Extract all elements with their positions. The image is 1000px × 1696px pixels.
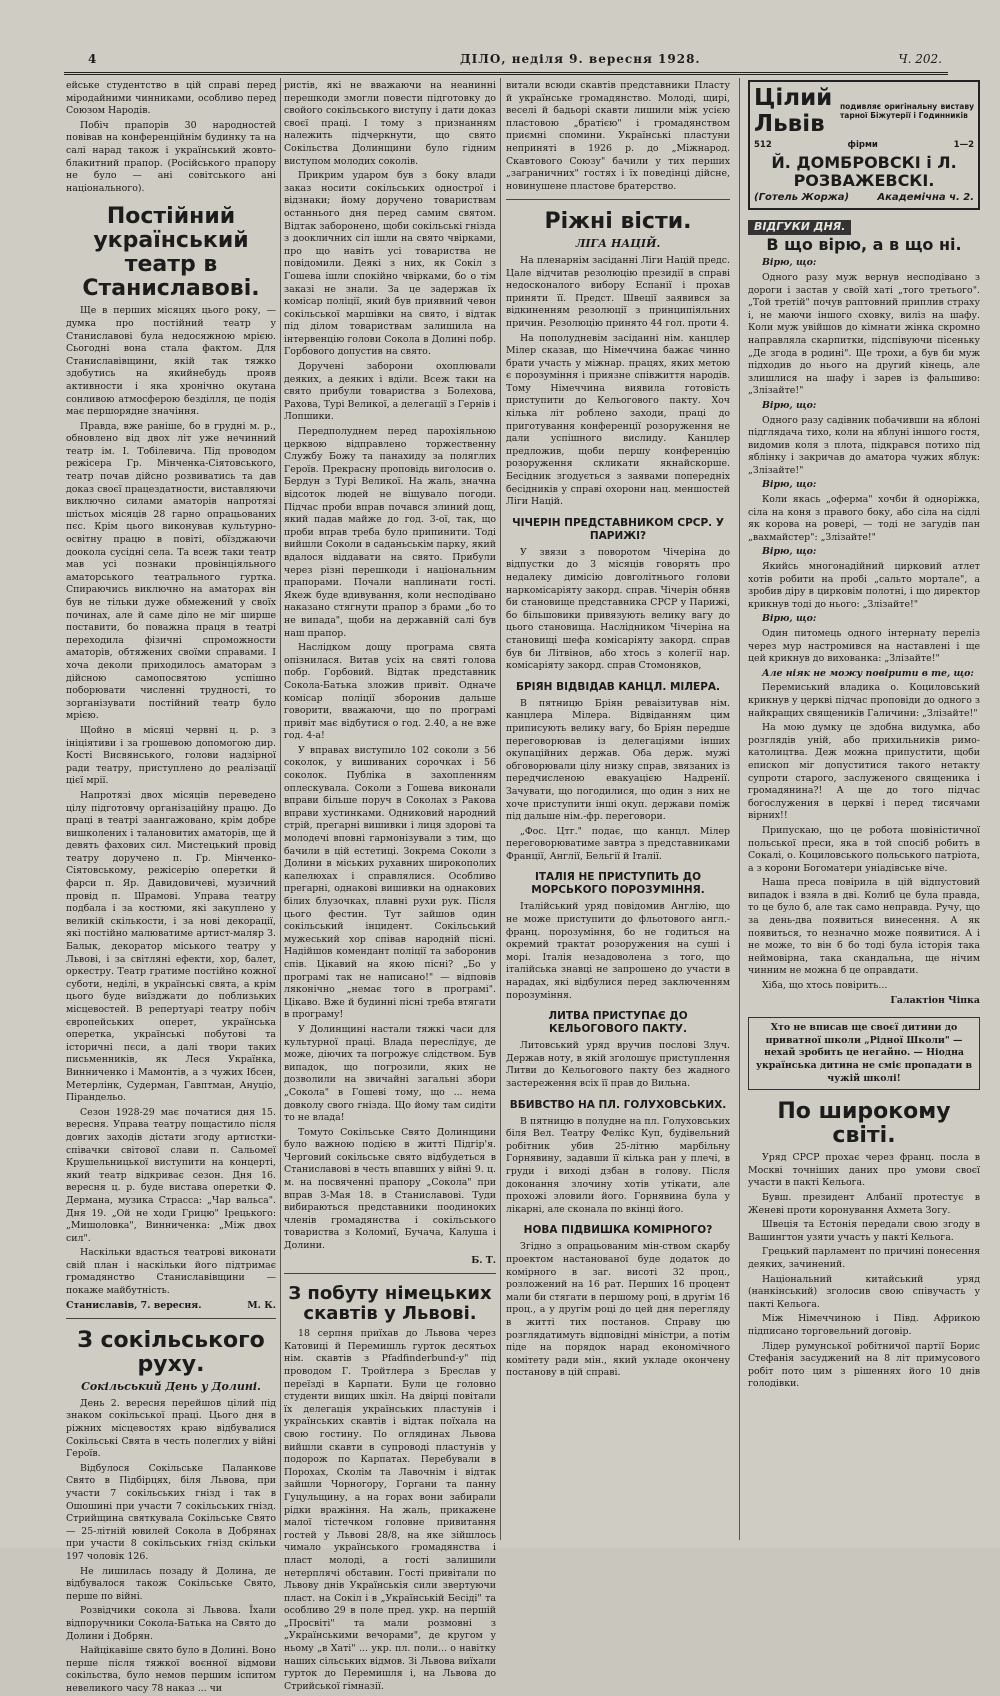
paragraph: Наслідком дощу програма свята опізнилася. Витав усіх на святі голова побр. Горбовий. Відтак представник Сокола-Батька зложив привіт. Одначе комісар поліції зборонив дальше говорити, вважаючи, що по програмі привіт має відбутися о год. 2.40, а не вже год. 4-а! — [284, 642, 496, 742]
paragraph: Побіч прапорів 30 народностей повівав на конференційнім будинку та на салі нарад також і український жовто-блакитний прапор. (Російського прапору не було — ані совітського ані національного). — [66, 119, 276, 194]
ad-header — [754, 85, 974, 137]
paragraph: Лідер румунської робітничої партії Борис Стефанія засуджений на 8 літ примусового робіт пото цим з рішеннях його 10 днів голодівки. — [748, 1340, 980, 1390]
refrain: Але ніяк не можу повірити в те, що: — [762, 667, 974, 679]
news-headline: ІТАЛІЯ НЕ ПРИСТУПИТЬ ДО МОРСЬКОГО ПОРОЗУМІННЯ. — [531, 871, 705, 897]
paragraph: На пленарнім засіданні Ліги Націй предс. Цале відчитав резолюцію президії в справі недосконалого вибору Еспанії і прохав приняти її. Предст. Швеції заявився за відкиненням резолюції з принципіяльних причин. Резолюцію принято 44 гол. проти 4. — [506, 254, 730, 329]
column-divider — [280, 78, 281, 1540]
paragraph: Литовський уряд вручив послові Злуч. Держав ноту, в якій зголошує приступлення Литви до Кельогового пакту без жадного застереження всіх її прав до Вильна. — [506, 1040, 730, 1089]
masthead: ДІЛО, неділя 9. вересня 1928. — [460, 52, 701, 66]
divider — [66, 1318, 276, 1319]
ad-address — [754, 192, 974, 205]
divider — [506, 199, 730, 200]
news-headline: НОВА ПІДВИШКА КОМІРНОГО? — [523, 1224, 713, 1237]
rubric-label: ВІДГУКИ ДНЯ. — [748, 220, 851, 235]
page-number: 4 — [88, 52, 97, 66]
paragraph: Розвідчики сокола зі Львова. Їхали відпоручники Сокола-Батька на Свято до Долини і Добрян. — [66, 1605, 276, 1642]
paragraph: Перемиський владика о. Коциловський крикнув у церкві підчас проповіди до одного з найкращих священиків Галичини: „Злізайте!" — [748, 682, 980, 719]
refrain: Вірю, що: — [762, 257, 817, 269]
section-title: По широкому світі. — [777, 1099, 951, 1149]
dateline — [66, 1300, 276, 1313]
paragraph: Якийсь многонадійний цирковий атлет хотів робити на пробі „сальто мортале", а зробив діру в цирковім полотні, і що директор крикнув тоді до нього: „Злізайте!" — [748, 561, 980, 610]
paragraph: Одного разу садівник побачивши на яблоні підглядача тихо, коли на яблуні іншого гостя, видомив коля з плота, підкрався потихо під яблінку і закричав до аматора чужих яблук: „Злізайте!" — [748, 414, 980, 476]
paragraph: Відбулося Сокільське Паланкове Свято в Підбірцях, біля Львова, при участи 7 сокільських гнізд і так в Ошошині при участи 7 сокільських гнізд. Стрийщина святкувала Сокільське Свято — 25-літній ювилей Сокола в Добрянах при участи 8 сокільських гнізд скільки 197 чоловік 126. — [66, 1462, 276, 1562]
divider — [284, 1273, 496, 1274]
paragraph: На мою думку це здобна видумка, або розглядів уній, або прихильників римо-католицтва. Деж можна припустити, щоби епископ міг допуститися такого нетакту супроти старого, заслуженого священика і громадянина?! А ще до того підчас богослужения в церкві і перед тисячами вірних!! — [748, 722, 980, 822]
refrain: Вірю, що: — [762, 613, 817, 625]
date-place: Станиславів, 7. вересня. — [66, 1299, 202, 1311]
paragraph: Не лишилась позаду й Долина, де відбувалося також Сокільське Свято, перше по війні. — [66, 1565, 276, 1602]
paragraph: Наша преса повірила в цій відпустовий випадок і взяла в дві. Колиб це була правда, то це було б, але так само неправда. Ручу, що за день-два появиться винесення. А як появиться, то незначно може появитися. А і не може, то він б бо тоді була історія така неймовірна, така скандальна, ще нічим чинним не можна б це оправдати. — [748, 877, 980, 977]
author-initials: М. К. — [247, 1299, 276, 1311]
article-title: З побуту німецьких скавтів у Львові. — [288, 1283, 492, 1325]
paragraph: Коли якась „оферма" хочби й одноріжка, сіла на коня з правого боку, або сіла на сідлі як корова на ровері, — тоді не загудів пан „вахмайстер": „Злізайте!" — [748, 494, 980, 543]
paragraph: Ще в перших місяцях цього року, — думка про постійний театр у Станиславові була недосяжною мрією. Сьогодні вона стала фактом. Для Станиславівщини, якій так тяжко здобутись на якийнебудь прояв активности і яка хронічно окутана сонливою атмосферою безділля, це подія має першорядне значіння. — [66, 305, 276, 418]
news-headline: ЛИТВА ПРИСТУПАЄ ДО КЕЛЬОГОВОГО ПАКТУ. — [548, 1010, 688, 1036]
paragraph: Правда, вже раніше, бо в грудні м. р., обновлено від двох літ уже нечинний театр ім. І. Тобілевича. Під проводом режісера Гр. Мінченка-Сіятовського, театр почав дійсно розвиватись та дав доказ своєї працездатности, виставляючи виключно силами аматорів напротязі шістьох місяців 28 гарно опрацьованих пєс. Крім цього виконував культурно-освітну працю в повіті, обїзджаючи доокола сусідні села. Та всеж таки театр мав усі познаки провінціяльного аматорського театрального гуртка. Спираючись виключно на аматорах він був не тільки дуже обмежений у своїх починах, але й саме діло не міг ширше поставити, бо поважна праця в театрі переходила фізичні спроможности аматорів, обтяжених своїми справами. І хоча деколи приходилось аматорам з дійсною самопосвятою успішно поборювати численні трудності, то зорганізувати постійний театр було мрією. — [66, 420, 276, 722]
column-3 — [506, 80, 730, 1540]
ad-firm-names: Й. ДОМБРОВСКІ і Л. РОЗВАЖЕВСКІ. — [771, 152, 957, 190]
paragraph: У Долинщині настали тяжкі часи для культурної праці. Влада переслідує, де може, діючих та погрожує слідством. Був випадок, що погрозили, яких не дозволили на звичайні загальні збори „Сокола" в Гошеві тому, що ... нема довколу свого гнізда. Що йому там сидіти то не влада! — [284, 1023, 496, 1124]
ad-address-right: Академічна ч. 2. — [877, 191, 974, 203]
paragraph: Припускаю, що це робота шовіністичної польської преси, яка в той спосіб робить в Сокалі, о. Коциловського польського патріота, а з корони Богоматери уніадівське віче. — [748, 824, 981, 874]
paragraph: Прикрим ударом був з боку влади заказ носити сокільських однострої і відзнаки; йому доручено товариствам останнього дня перед самим святом. Відтак заборонено, щоби сокільські гнізда з доокличних сіл ішли на свято чвірками, про що навіть усі товариства не повідомили. Деякі з них, як Сокіл з Гошева ішли спокійно чвірками, бо о тім заказі не знали. За це задержав їх комісар поліції, який був приявний чевон сокільської маршівки на свято, і відтак під ділом товариствам залишила на інтервенцію голови Сокола в Долині побр. Горбового допустив на свято. — [284, 170, 496, 358]
paragraph: Доручені заборони охоплювали деяких, а деяких і вділи. Всеж таки на свято прибули товариства з Болехова, Рахова, Турі Великої, а делегації з Гернів і Лопшики. — [284, 361, 496, 423]
paragraph: Між Німеччиною і Півд. Африкою підписано торговельний договір. — [748, 1313, 980, 1337]
ad-tagline: подивляє оригінальну виставу тарної Біжутерії і Годинників — [839, 102, 974, 120]
paragraph: 18 серпня приїхав до Львова через Катовиці й Перемишль гурток десятьох нім. скавтів з Pfadfinderbund-у" під проводом Г. Тройтлера з Бреслав у переїзді в Карпати. Були це головно студенти вищих шкіл. На двірці повітали їх делегація українських пластунів і українських скавтів і відтак поїхала на свою гостину. По оглядинах Львова вийшли скавти в супроводі пластунів у подорож по Карпатах. Перебували в Порохах, Сколім та Лавочнім і відтак зайшли Чорногору, Горгани та панну Гуцульщину, а на горах вони забирали рідки вражіння. На жаль, прикажене малої тістечком головне привитання гостей у Львові 28/8, на яке зійшлось чимало українського громадянства і пласт молоді, а гості залишили нетерплячі обставин. Гості привітали по Львову днів Українськія сили звертуючи пласт. на Сокіл і в „Українській Бесіді" та особливо 29 в поле пред. укр. на першій „Просвіті" та мали розмовні з „Українськими вечорами", де кругом у ньому „в Хаті" ... укр. пл. поли... о навітку наших сільських відмов. Зі Львова виїхали гурток до Перемишля і, на Львова до Стрийської гімназії. — [284, 1328, 496, 1692]
paragraph: ейське студентство в цій справі перед міродайними чинниками, особливо перед Союзом Народів. — [66, 80, 276, 117]
ad-middle-row — [754, 139, 974, 152]
article-title: Постійний український театр в Станиславові. — [82, 204, 260, 302]
header-rule — [64, 72, 948, 75]
paragraph: ристів, які не вважаючи на неанинні перешкоди змогли повести підготовку до свойого сокільського виступу і дати доказ своєї праці. І тому з признанням належить підчеркнути, що свято Сокільства Долинщини було гідним виступом молодих соколів. — [284, 80, 496, 167]
paragraph: В пятницю в полудне на пл. Голуховських біля Вел. Театру Фелікс Куп, будівельний робітник убив 25-літню марбільну Горнявину, задавши її кілька ран у плечі, в груди і виході дзбан в голову. Після доконання злочину хотів утікати, але прохожі зловили його. Горнявина була у лікарні, але сконала по вкінці його. — [506, 1115, 730, 1215]
column-4 — [748, 80, 980, 1540]
column-divider — [739, 78, 740, 1540]
paragraph: витали всюди скавтів представники Пласту й українське громадянство. Молоді, щирі, веселі й бадьорі скавти лишили між усією пластовою „братією" і громадянством приємні спомини. Українські пластуни неприняті в 1926 р. до „Міжнарод. Скавтового Союзу" бачили у тих перших „заграничних" гостях і їх поведінці дійсне, новинушене пластове братерство. — [506, 80, 730, 192]
paragraph: Томуто Сокільське Свято Долинщини було важною подією в житті Підгір'я. Черговий сокільське свято відбудеться в Станиславові в честь впавших у війні 9. ц. м. на посвяченні прапору „Сокола" при вправ 3-Мая 18. в Станиславові. Туди вибираються представники поодиноких членів громадянства і сокільського товариства з Коломиї, Бучача, Калуша і Долини. — [284, 1126, 496, 1252]
paragraph: Бувш. президент Албанії протестує в Женеві проти коронування Ахмета Зогу. — [748, 1191, 980, 1216]
column-2 — [284, 80, 496, 1692]
paragraph: Передполуднем перед парохіяльною церквою відправлено торжественну Службу Божу та панахиду за поляглих Героїв. Прекрасну проповідь виголосив о. Бердун з Турі Великої. На жаль, значна відсоток людей не віщувало погоди. Підчас проби вправ почався злиний дощ, який падав майже до год. 3-ої, так, що проби вправ треба було припинити. Тоді вийшли Соколи в саданьськім парку, який вдалося віддавати на свято. Прибули через різні перешкоди і національним прапорами. Почали наплинати гості. Якеж буде вдивування, коли несподівано наказано стягнути прапор з брами „бо то не випада", щоби на державній салі був наш прапор. — [284, 426, 496, 639]
paragraph: Щойно в місяці червні ц. р. з ініціятиви і за грошевою допомогою дир. Кості Висвянського, голови надзірної ради театру, приступлено до реалізації цієї мрії. — [66, 724, 276, 787]
page-header — [60, 52, 950, 68]
refrain: Вірю, що: — [762, 399, 817, 411]
paragraph: У звязи з поворотом Чічеріна до відпустки до 3 місяців говорять про недалеку димісію довголітнього голови наркомісаріяту закорд. справ. Чічерін обняв би становище представника СРСР у Парижі, бо більшовики привязують велику вагу до цього становища. Наслідником Чічеріна на становищі шефа комісаріяту закорд. справ був би Літвінов, або хтось з колегії нар. комісаріяту закорд. справ Стомоняков, — [506, 546, 730, 672]
paragraph: В пятницю Бріян реваізитував нім. канцлера Мілера. Відвіданням цим приписують велику вагу, бо Бріян передше переговорював із делегаціями інших окупаційних держав. Оба держ. мужі обговорювали цілу низку справ, звязаних із передчисленою евакуацією Надренії. Зачувати, що погодилися, що один з них не хоче приступити інші окуп. держави поміж під дальше нім.-фр. переговори. — [506, 697, 730, 823]
article-title: З сокільського руху. — [77, 1328, 265, 1378]
paragraph: Найцікавіше свято було в Долині. Воно перше після тяжкої воєнної відмови сокільства, було немов першим іспитом невеликого часу 78 наказ ... чи — [66, 1645, 276, 1694]
author-initials: Б. Т. — [471, 1254, 496, 1266]
notice-box: Хто не вписав ще своєї дитини до приватної школи „Рідної Школи" — нехай зробить це негайно. — Ніодна українська дитина не сміє пропадати в чужій школі! — [748, 1017, 980, 1090]
paragraph: Один питомець одного інтернату переліз через мур настромився на наставлені і ще цей крикнув до вихованка: „Злізайте!" — [748, 628, 980, 665]
paragraph: Згідно з опрацьованим мін-ством скарбу проектом настанованої буде додаток до комірного в заг. висоті 32 проц., розложений на 16 рат. Перших 16 процент мали би стягати в першому році, в другім 16 проц., а у другім році до цей дня перегляду в житті тих постанов. Справу цю розглядатимуть відповідні міністри, а потім піде на порядок нарад економічного комітету ради мін., який укладе окончену постанову в цій справі. — [506, 1241, 730, 1379]
paragraph: Напротязі двох місяців переведено цілу підготовчу організаційну працю. До праці в театрі заангажовано, крім добре вишколених і талановитих аматорів, ще й девять фахових сил. Мистецький провід театру доручено п. Гр. Мінченко-Сіятовському, режісерію оперетки й фарси п. Яр. Давидовичеві, музичний провід п. Шрамові. Управа театру подбала і за костюми, які закуплено у великій скількости, і за нові декорації, які постійно малюватиме артист-маляр З. Балык, декоратор міського театру у Львові, і за світляні ефекти, хор, балет, оркестру. Театр гратиме постійно кожної суботи, неділі, в українські свята, а крім цього буде виїзджати до поблизьких місцевостей. В репертуарі театру побіч європейських оперет, українська оперетка, українські побутові та історичні пєси, а далі твори таких письменників, як Леся Українка, Винниченко і Мамонтів, а з чужих Ібсен, Метерлінк, Судерман, Гавптман, Ануціо, Пірандельо. — [66, 789, 276, 1104]
ad-number-right: 1—2 — [953, 140, 974, 150]
refrain: Вірю, що: — [762, 479, 817, 491]
paragraph: Наскільки вдасться театрові виконати свій план і наскільки його підтримає громадянство Станиславівщини — покаже майбутність. — [66, 1247, 276, 1297]
paragraph: Італійський уряд повідомив Англію, що не може приступити до фльотового англ.-франц. порозуміння, бо не годиться на окремий трактат розоружения на суші і морі. Італія незадоволена з того, що італійська знавці не запрошено до участи в нарадах, які відбулися перед заключенням порозуміння. — [506, 901, 730, 1001]
paragraph: Одного разу муж вернув несподівано з дороги і застав у своїй хаті „того третього". „Той третій" почув раптовний приплив страху і, не маючи іншого сховку, виліз на шафу. Коли муж увійшов до кімнати жінка скромно направляла скарпитки, підспівуючи пісеньку „Де згода в родині". Ще трохи, а був би муж підходив до нього на другий кінець, але злишлися на шафу і зарев із фальшиво: „Злізайте!" — [748, 271, 980, 397]
paragraph: Сезон 1928-29 має початися дня 15. вересня. Управа театру пощастило після довгих заходів дістати згоду артистки-співачки світової слави п. Сальомеї Крушельницької виступити на концерті, який театр відкриває сезон. Дня 16. вересня ц. р. буде вистава оперетки Ф. Дермана, музика Страсса: „Чар вальса". Дня 19. „Ой не ходи Грицю" Ірецького: „Мишоловка", Винниченка: „Між двох сил". — [66, 1106, 276, 1244]
author-signature: Галактіон Чіпка — [890, 994, 980, 1006]
news-headline: ВБИВСТВО НА ПЛ. ГОЛУХОВСЬКИХ. — [509, 1098, 727, 1111]
paragraph: Швеція та Естонія передали свою згоду в Вашингтон узяти участь у пакті Кельога. — [748, 1219, 980, 1243]
paragraph: У вправах виступило 102 соколи з 56 соколок, у вишиваних сорочках і 56 соколок. Публіка в захопленням оплескувала. Соколи з Гошева виконали вправи більше поруч в Соколах з Ракова вправи хустинками. Одниковий народний стрій, прегарні вишивки і лиця здорові та молодечі вповні гармонізували з тим, що бачили в цій естетиці. Зокрема Соколи з Долини в міських рухавних широкополих капелюхах і справлялися. Особливо прегарні, однакові вишивки на однакових білих блузочках, плавні рухи рук. Після цього фестин. Тут зайшов один сокільський інцидент. Сокільський мужеський хор співав народній пісні. Надійшов комендант поліції та заборонив спів. Цікавий на якою пісні? „Бо у програмі так не написано!" — відповів ляконічно „немає того в програмі". Цікаво. Вже й будинні пісні треба втягати в програму! — [284, 744, 496, 1021]
column-divider — [500, 78, 501, 1540]
paragraph: Хіба, що хтось повірить... — [762, 980, 888, 992]
section-title: Ріжні вісти. — [544, 209, 692, 235]
paragraph: Уряд СРСР прохає через франц. посла в Москві точніших даних про умови своєї участи в пакті Кельога. — [748, 1152, 980, 1189]
issue-number: Ч. 202. — [898, 52, 942, 66]
news-headline: ЧІЧЕРІН ПРЕДСТАВНИКОМ СРСР. У ПАРИЖІ? — [512, 516, 724, 542]
ad-number-left: 512 — [754, 140, 772, 150]
refrain: Вірю, що: — [762, 546, 817, 558]
ad-firms-label: фірми — [847, 140, 878, 150]
advertisement — [748, 80, 980, 210]
paragraph: Національний китайський уряд (нанкінський) зголосив свою співучасть у пакті Кельога. — [748, 1273, 980, 1310]
news-subtitle: ЛІГА НАЦІЙ. — [575, 237, 661, 251]
news-headline: БРІЯН ВІДВІДАВ КАНЦЛ. МІЛЕРА. — [515, 680, 721, 693]
ad-headline: Цілий Львів — [754, 85, 833, 137]
paragraph: День 2. вересня перейшов цілий під знаком сокільської праці. Цього дня в ріжних місцевостях краю відбувалися Сокільські Свята в честь полеглих у війні Героїв. — [66, 1397, 276, 1460]
column-title: В що вірю, а в що ні. — [766, 234, 962, 254]
paragraph: На пополудневім засіданні нім. канцлер Мілер сказав, що Німеччина бажає чинно брати участь у міжнар. працях, яких метою є порозуміння і приязне співжиття народів. Тому Німеччина виявила готовість приступити до Кельогового пакту. Хоч кілька літ роблено заходи, праці до приготування конференції розоруження не дали успішного вислиду. Канцлер предложив, щоби першу конференцію розоруження скликати якнайскорше. Бесідник згодується з заявами попередніх бесідників у справі охорони нац. меншостей Ліги Націй. — [506, 332, 730, 508]
column-1 — [66, 80, 276, 1694]
paragraph: Грецький парламент по причині понесення деяких, зачинений. — [748, 1246, 980, 1270]
paragraph: „Фос. Цтг." подає, що канцл. Мілер переговорюватиме завтра з представниками Франції, Англії, Бельгії й Італії. — [506, 825, 730, 862]
article-subtitle: Сокільський День у Долині. — [81, 1380, 261, 1394]
ad-address-left: (Готель Жоржа) — [754, 191, 850, 203]
